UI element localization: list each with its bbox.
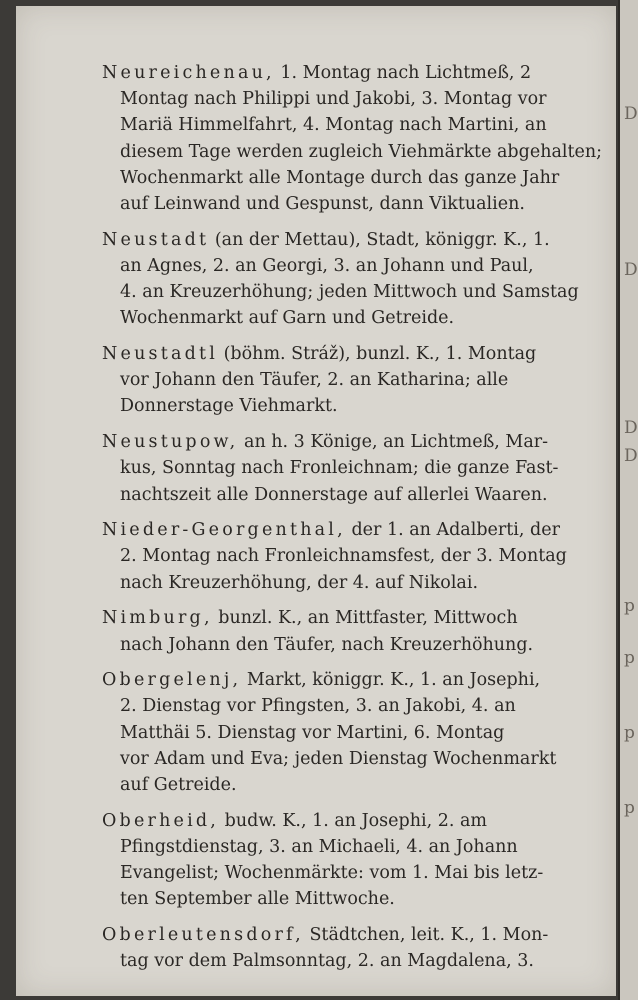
bleed-through-glyph: D	[624, 260, 638, 280]
adjacent-page-edge	[618, 0, 638, 1000]
entry-line: an Agnes, 2. an Georgi, 3. an Johann und Paul,	[120, 255, 534, 276]
entry-line: Städtchen, leit. K., 1. Mon-	[309, 925, 549, 946]
bleed-through-glyph: D	[624, 418, 638, 438]
bleed-through-glyph: p	[624, 648, 635, 668]
entry-line: Mariä Himmelfahrt, 4. Montag nach Martini, an	[120, 115, 547, 136]
entry-line: auf Leinwand und Gespunst, dann Viktualien.	[120, 194, 525, 215]
market-directory	[102, 60, 610, 984]
bleed-through-glyph: D	[624, 104, 638, 124]
market-entry	[102, 227, 610, 332]
place-name: Nimburg,	[102, 608, 213, 629]
bleed-through-glyph: D	[624, 446, 638, 466]
entry-line: diesem Tage werden zugleich Viehmärkte abgehalten;	[120, 141, 603, 162]
entry-line: kus, Sonntag nach Fronleichnam; die ganze Fast-	[120, 458, 559, 479]
market-entry	[102, 60, 610, 217]
entry-line: (böhm. Stráž), bunzl. K., 1. Montag	[223, 344, 537, 365]
place-name: Neustupow,	[102, 432, 239, 453]
entry-line: nach Kreuzerhöhung, der 4. auf Nikolai.	[120, 572, 479, 593]
entry-line: Pfingstdienstag, 3. an Michaeli, 4. an Johann	[120, 836, 518, 857]
entry-line: der 1. an Adalberti, der	[351, 520, 560, 541]
entry-line: vor Johann den Täufer, 2. an Katharina; alle	[120, 370, 509, 391]
market-entry	[102, 429, 610, 508]
place-name: Neustadt	[102, 229, 210, 250]
bleed-through-glyph: p	[624, 798, 635, 818]
entry-line: (an der Mettau), Stadt, königgr. K., 1.	[214, 229, 550, 250]
entry-line: budw. K., 1. an Josephi, 2. am	[224, 810, 488, 831]
entry-line: Evangelist; Wochenmärkte: vom 1. Mai bis letz-	[120, 863, 544, 884]
entry-line: Wochenmarkt auf Garn und Getreide.	[120, 308, 455, 329]
place-name: Neustadtl	[102, 344, 219, 365]
place-name: Oberheid,	[102, 810, 220, 831]
entry-line: Wochenmarkt alle Montage durch das ganze Jahr	[120, 167, 560, 188]
entry-line: 4. an Kreuzerhöhung; jeden Mittwoch und Samstag	[120, 282, 579, 303]
entry-line: Montag nach Philippi und Jakobi, 3. Montag vor	[120, 89, 547, 110]
bleed-through-glyph: p	[624, 723, 635, 743]
entry-line: Matthäi 5. Dienstag vor Martini, 6. Montag	[120, 722, 505, 743]
entry-line: 2. Dienstag vor Pfingsten, 3. an Jakobi, 4. an	[120, 696, 516, 717]
entry-line: nachtszeit alle Donnerstage auf allerlei Waaren.	[120, 484, 548, 505]
place-name: Obergelenj,	[102, 670, 242, 691]
bleed-through-glyph: p	[624, 596, 635, 616]
market-entry	[102, 667, 610, 798]
entry-line: tag vor dem Palmsonntag, 2. an Magdalena, 3.	[120, 951, 534, 972]
market-entry	[102, 605, 610, 657]
entry-line: auf Getreide.	[120, 775, 237, 796]
entry-line: ten September alle Mittwoche.	[120, 889, 395, 910]
entry-line: an h. 3 Könige, an Lichtmeß, Mar-	[244, 432, 549, 453]
entry-line: vor Adam und Eva; jeden Dienstag Wochenmarkt	[120, 748, 557, 769]
entry-line: Markt, königgr. K., 1. an Josephi,	[246, 670, 541, 691]
market-entry	[102, 922, 610, 974]
market-entry	[102, 341, 610, 420]
place-name: Neureichenau,	[102, 63, 275, 83]
market-entry	[102, 517, 610, 596]
place-name: Oberleutensdorf,	[102, 925, 304, 946]
entry-line: nach Johann den Täufer, nach Kreuzerhöhung.	[120, 634, 534, 655]
market-entry	[102, 808, 610, 913]
entry-line: 1. Montag nach Lichtmeß, 2	[280, 63, 532, 83]
place-name: Nieder-Georgenthal,	[102, 520, 346, 541]
entry-line: bunzl. K., an Mittfaster, Mittwoch	[218, 608, 518, 629]
entry-line: Donnerstage Viehmarkt.	[120, 396, 338, 417]
entry-line: 2. Montag nach Fronleichnamsfest, der 3. Montag	[120, 546, 567, 567]
